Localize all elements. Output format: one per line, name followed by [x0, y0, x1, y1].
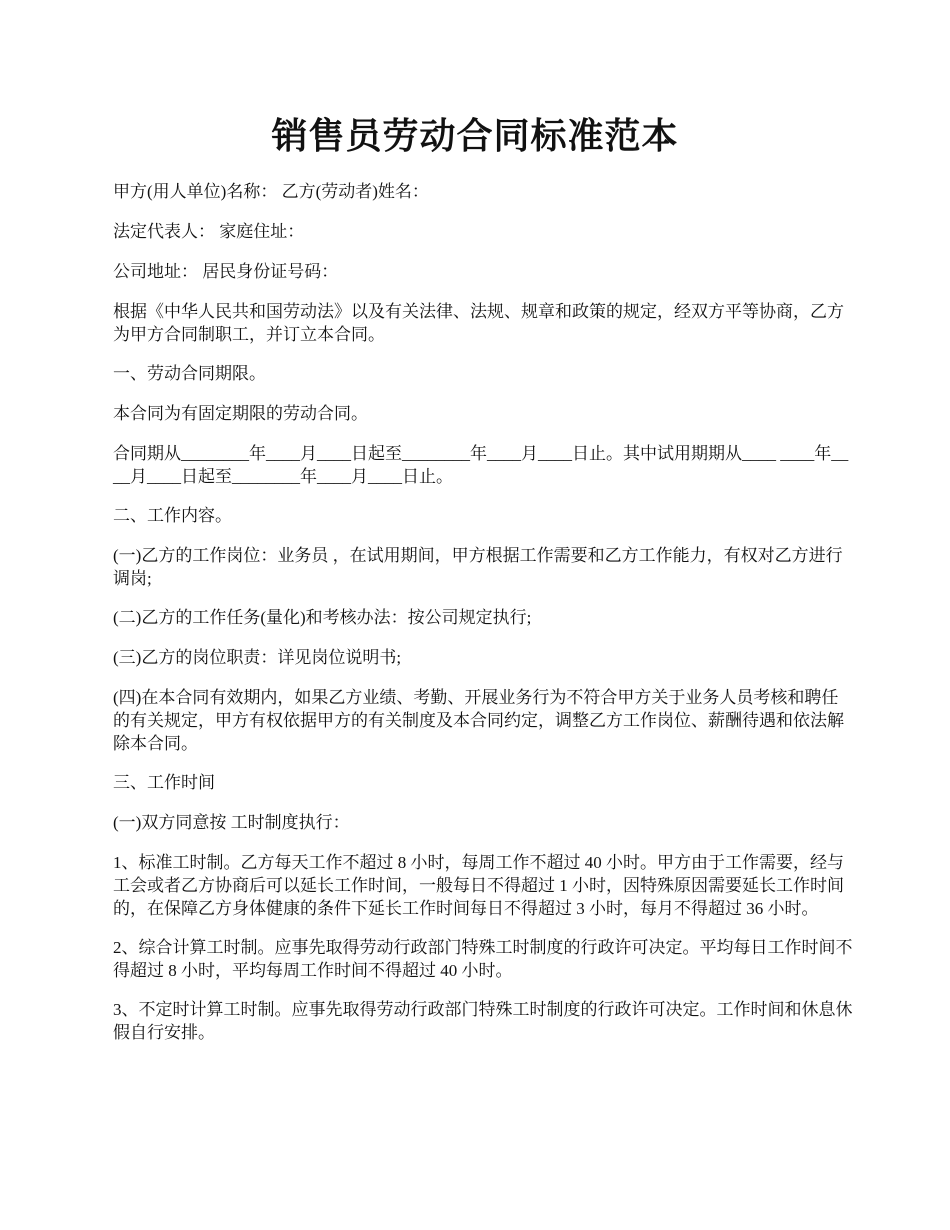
- paragraph-comprehensive-hours: 2、综合计算工时制。应事先取得劳动行政部门特殊工时制度的行政许可决定。平均每日工作时间不得超过 8 小时，平均每周工作时间不得超过 40 小时。: [113, 938, 853, 980]
- section-heading-working-hours: 三、工作时间: [113, 773, 215, 792]
- paragraph-company-address-id: 公司地址： 居民身份证号码：: [113, 262, 339, 281]
- section-heading-work-content: 二、工作内容。: [113, 506, 232, 525]
- document-title: 销售员劳动合同标准范本: [271, 116, 679, 156]
- paragraph-party-a-b-names: 甲方(用人单位)名称： 乙方(劳动者)姓名：: [113, 182, 429, 201]
- paragraph-flexible-hours: 3、不定时计算工时制。应事先取得劳动行政部门特殊工时制度的行政许可决定。工作时间和休息休假自行安排。: [113, 1000, 853, 1042]
- document-body: [113, 180, 853, 1060]
- paragraph-fixed-term: 本合同为有固定期限的劳动合同。: [113, 404, 368, 423]
- paragraph-term-dates: 合同期从________年____月____日起至________年____月____日止。其中试用期期从____ ____年____月____日起至________年____月____日止。: [113, 444, 849, 486]
- paragraph-job-duties: (三)乙方的岗位职责：详见岗位说明书;: [113, 648, 402, 667]
- paragraph-hours-system: (一)双方同意按 工时制度执行：: [113, 813, 350, 832]
- paragraph-work-post: (一)乙方的工作岗位：业务员 ，在试用期间，甲方根据工作需要和乙方工作能力，有权对乙方进行调岗;: [113, 546, 843, 588]
- paragraph-standard-hours: 1、标准工时制。乙方每天工作不超过 8 小时，每周工作不超过 40 小时。甲方由于工作需要，经与工会或者乙方协商后可以延长工作时间，一般每日不得超过 1 小时，因特殊原因需要延长工作时间的，在保障乙方身体健康的条件下延长工作时间每日不得超过 3 小时，每月不得超过 36 小时。: [113, 853, 844, 918]
- paragraph-representative-address: 法定代表人： 家庭住址：: [113, 222, 305, 241]
- paragraph-work-tasks: (二)乙方的工作任务(量化)和考核办法：按公司规定执行;: [113, 608, 532, 627]
- paragraph-legal-basis: 根据《中华人民共和国劳动法》以及有关法律、法规、规章和政策的规定，经双方平等协商，乙方为甲方合同制职工，并订立本合同。: [113, 302, 844, 344]
- paragraph-performance-adjustment: (四)在本合同有效期内，如果乙方业绩、考勤、开展业务行为不符合甲方关于业务人员考核和聘任的有关规定，甲方有权依据甲方的有关制度及本合同约定，调整乙方工作岗位、薪酬待遇和依法解除本合同。: [113, 688, 844, 753]
- section-heading-contract-term: 一、劳动合同期限。: [113, 364, 266, 383]
